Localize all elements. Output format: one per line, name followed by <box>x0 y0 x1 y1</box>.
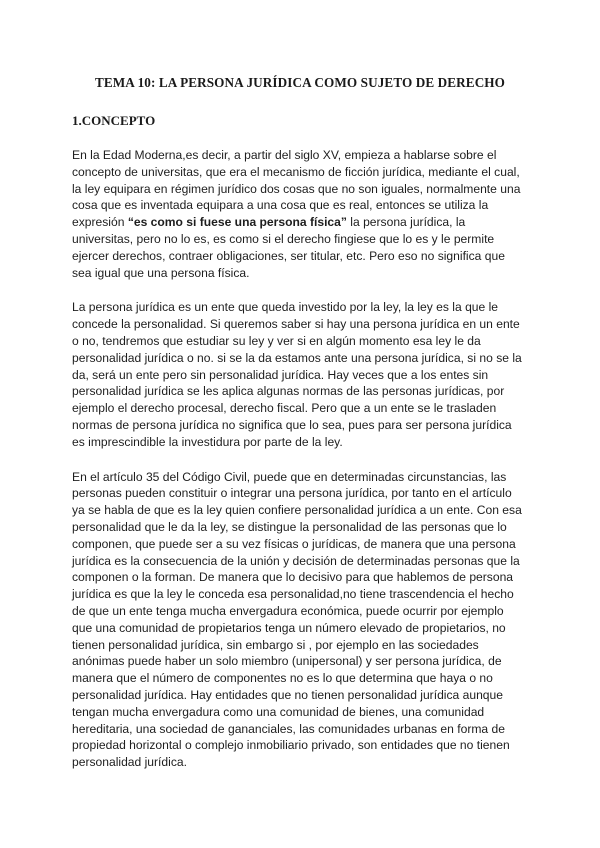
paragraph-line: la ley equipara en régimen jurídico dos cosas que no son iguales, normalmente una <box>72 181 521 196</box>
paragraph-line: personalidad jurídica se les aplica algunas normas de las personas jurídicas, por <box>72 384 505 399</box>
paragraph-line: es imprescindible la investidura por parte de la ley. <box>72 434 343 449</box>
paragraph-line: o no, tendremos que estudiar su ley y ver si en algún momento esa ley le da <box>72 333 481 348</box>
paragraph-line: cosa que es inventada equipara a una cosa que es real, entonces se utiliza la <box>72 198 489 213</box>
paragraph-line: concede la personalidad. Si queremos saber si hay una persona jurídica en un ente <box>72 317 520 332</box>
paragraph-3 <box>72 469 530 771</box>
paragraph-line <box>72 214 530 231</box>
paragraph-line: ejemplo el derecho procesal, derecho fiscal. Pero que a un ente se le trasladen <box>72 401 497 416</box>
paragraph-line: de que un ente tenga mucha envergadura económica, puede ocurrir por ejemplo <box>72 603 504 618</box>
paragraph-line: ejercer derechos, contraer obligaciones, ser titular, etc. Pero eso no significa que <box>72 248 505 263</box>
paragraph-line: personalidad jurídica. Hay entidades que no tienen personalidad jurídica aunque <box>72 687 503 702</box>
paragraph-line: jurídica es que la ley le conceda esa personalidad,no tiene trascendencia el hecho <box>72 587 514 602</box>
paragraph-line: jurídica es la consecuencia de la unión y decisión de determinadas personas que la <box>72 553 520 568</box>
document-body <box>72 147 530 789</box>
paragraph-line: personas pueden constituir o integrar una persona jurídica, por tanto en el artículo <box>72 486 512 501</box>
paragraph-line: personalidad jurídica. <box>72 755 187 770</box>
paragraph-line: que una comunidad de propietarios tenga un número elevado de propietarios, no <box>72 620 506 635</box>
paragraph-line: propiedad horizontal o complejo inmobiliario privado, son entidades que no tienen <box>72 738 510 753</box>
paragraph-line: da, será un ente pero sin personalidad jurídica. Hay veces que a los entes sin <box>72 367 489 382</box>
paragraph-line: tienen personalidad jurídica, sin embargo si , por ejemplo en las sociedades <box>72 637 479 652</box>
paragraph-2 <box>72 299 530 450</box>
paragraph-line: personalidad que le da la ley, se distingue la personalidad de las personas que lo <box>72 519 507 534</box>
paragraph-line: anónimas puede haber un solo miembro (unipersonal) y ser persona jurídica, de <box>72 654 502 669</box>
inline-text: la persona jurídica, la <box>346 215 466 230</box>
emphasized-phrase: “es como si fuese una persona física” <box>127 215 347 230</box>
paragraph-line: manera que el número de componentes no es lo que determina que haya o no <box>72 671 493 686</box>
paragraph-line: En la Edad Moderna,es decir, a partir del siglo XV, empieza a hablarse sobre el <box>72 148 497 162</box>
paragraph-line: En el artículo 35 del Código Civil, puede que en determinadas circunstancias, las <box>72 469 507 484</box>
paragraph-line: hereditaria, una sociedad de gananciales, las comunidades urbanas en forma de <box>72 721 505 736</box>
paragraph-line: sea igual que una persona física. <box>72 265 250 280</box>
section-heading: 1.CONCEPTO <box>72 113 156 128</box>
paragraph-line: ya se habla de que es la ley quien confiere personalidad jurídica a un ente. Con esa <box>72 503 522 518</box>
paragraph-line: La persona jurídica es un ente que queda investido por la ley, la ley es la que le <box>72 300 499 315</box>
document-title: TEMA 10: LA PERSONA JURÍDICA COMO SUJETO DE DERECHO <box>94 75 506 90</box>
inline-text: expresión <box>72 215 128 230</box>
paragraph-line: normas de persona jurídica no significa que lo sea, pues para ser persona jurídica <box>72 417 512 432</box>
paragraph-line: componen, que puede ser a su vez físicas o jurídicas, de manera que una persona <box>72 536 516 551</box>
paragraph-line: tengan mucha envergadura como una comunidad de bienes, una comunidad <box>72 704 485 719</box>
paragraph-line: universitas, pero no lo es, es como si el derecho fingiese que lo es y le permite <box>72 231 495 246</box>
paragraph-line: componen o la forman. De manera que lo decisivo para que hablemos de persona <box>72 570 514 585</box>
paragraph-1 <box>72 147 530 281</box>
paragraph-line: concepto de universitas, que era el mecanismo de ficción jurídica, mediante el cual, <box>72 164 520 179</box>
paragraph-line: personalidad jurídica o no. si se la da estamos ante una persona jurídica, si no se la <box>72 350 522 365</box>
